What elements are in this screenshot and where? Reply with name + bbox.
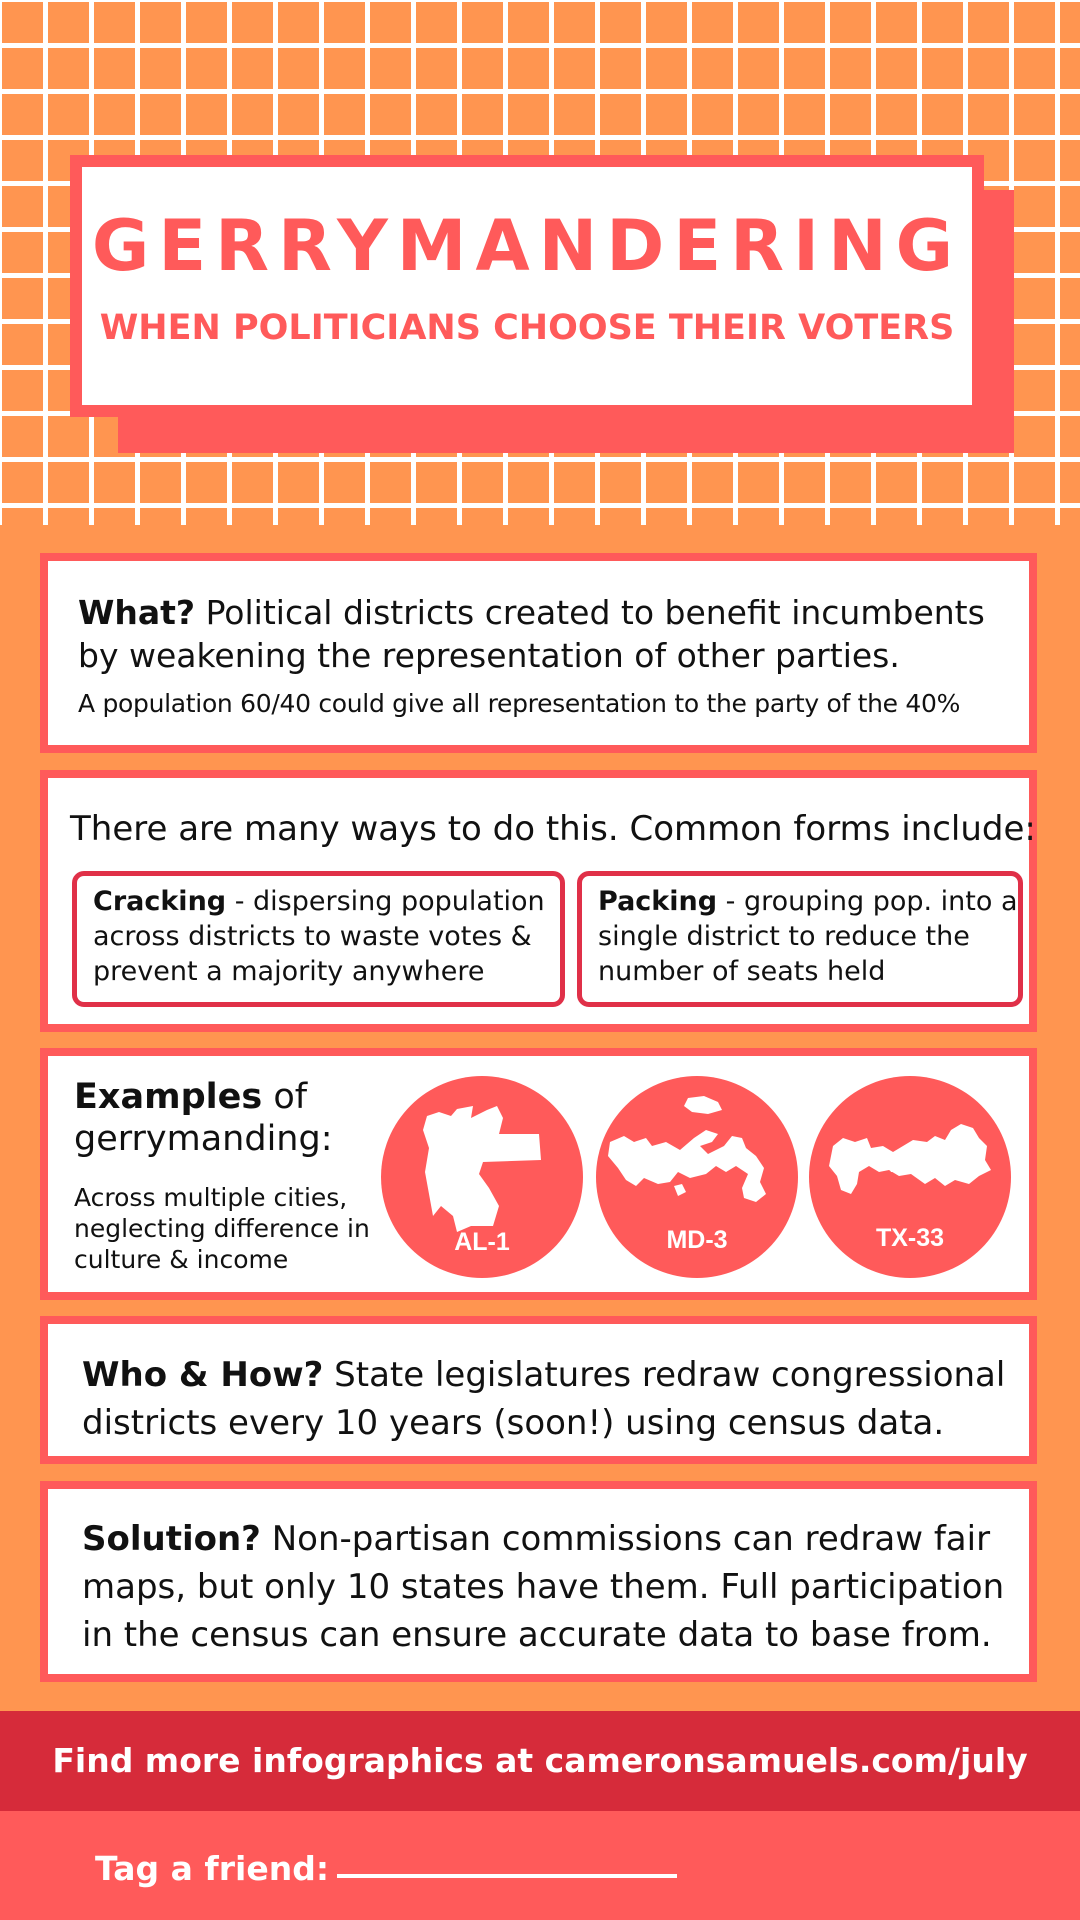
packing-box bbox=[577, 871, 1023, 1007]
page-subtitle: WHEN POLITICIANS CHOOSE THEIR VOTERS bbox=[99, 308, 955, 348]
district-label: MD-3 bbox=[666, 1226, 728, 1254]
solution-text bbox=[82, 1515, 1012, 1659]
district-label: AL-1 bbox=[454, 1228, 510, 1256]
district-circle-tx33 bbox=[809, 1076, 1011, 1278]
district-circle-al1 bbox=[381, 1076, 583, 1278]
what-description: Political districts created to benefit incumbents by weakening the representation of other parties. bbox=[78, 593, 985, 675]
cracking-box bbox=[72, 871, 565, 1007]
who-label: Who & How? bbox=[82, 1355, 324, 1395]
examples-description: Across multiple cities, neglecting difference in culture & income bbox=[74, 1183, 370, 1274]
examples-card bbox=[40, 1048, 1037, 1300]
what-note: A population 60/40 could give all representation to the party of the 40% bbox=[78, 689, 961, 718]
packing-description: - grouping pop. into a single district to reduce the number of seats held bbox=[598, 886, 1018, 987]
tag-friend-label: Tag a friend: bbox=[95, 1849, 330, 1888]
tag-friend-blank-line bbox=[337, 1874, 677, 1878]
solution-description: Non-partisan commissions can redraw fair maps, but only 10 states have them. Full participation in the census can ensure accurate data to base from. bbox=[82, 1519, 1005, 1655]
examples-label: Examples bbox=[74, 1077, 263, 1117]
footer-link-banner[interactable]: Find more infographics at cameronsamuels.com/july bbox=[0, 1711, 1080, 1811]
who-card bbox=[40, 1316, 1037, 1464]
tag-friend-bar bbox=[0, 1811, 1080, 1920]
solution-card bbox=[40, 1481, 1037, 1682]
who-text bbox=[82, 1351, 1012, 1447]
packing-label: Packing bbox=[598, 886, 718, 917]
what-text bbox=[78, 591, 1008, 677]
examples-heading bbox=[74, 1076, 394, 1160]
district-label: TX-33 bbox=[875, 1224, 945, 1252]
title-banner bbox=[70, 155, 984, 417]
what-card bbox=[40, 553, 1037, 753]
who-description: State legislatures redraw congressional districts every 10 years (soon!) using census data. bbox=[82, 1355, 1006, 1443]
forms-card bbox=[40, 770, 1037, 1032]
forms-intro: There are many ways to do this. Common forms include: bbox=[70, 809, 1036, 849]
what-label: What? bbox=[78, 593, 196, 632]
solution-label: Solution? bbox=[82, 1519, 261, 1559]
examples-label-rest: of gerrymanding: bbox=[74, 1077, 333, 1159]
cracking-description: - dispersing population across districts to waste votes & prevent a majority anywhere bbox=[93, 886, 545, 987]
page-title: GERRYMANDERING bbox=[91, 205, 963, 287]
cracking-label: Cracking bbox=[93, 886, 227, 917]
district-circle-md3 bbox=[596, 1076, 798, 1278]
